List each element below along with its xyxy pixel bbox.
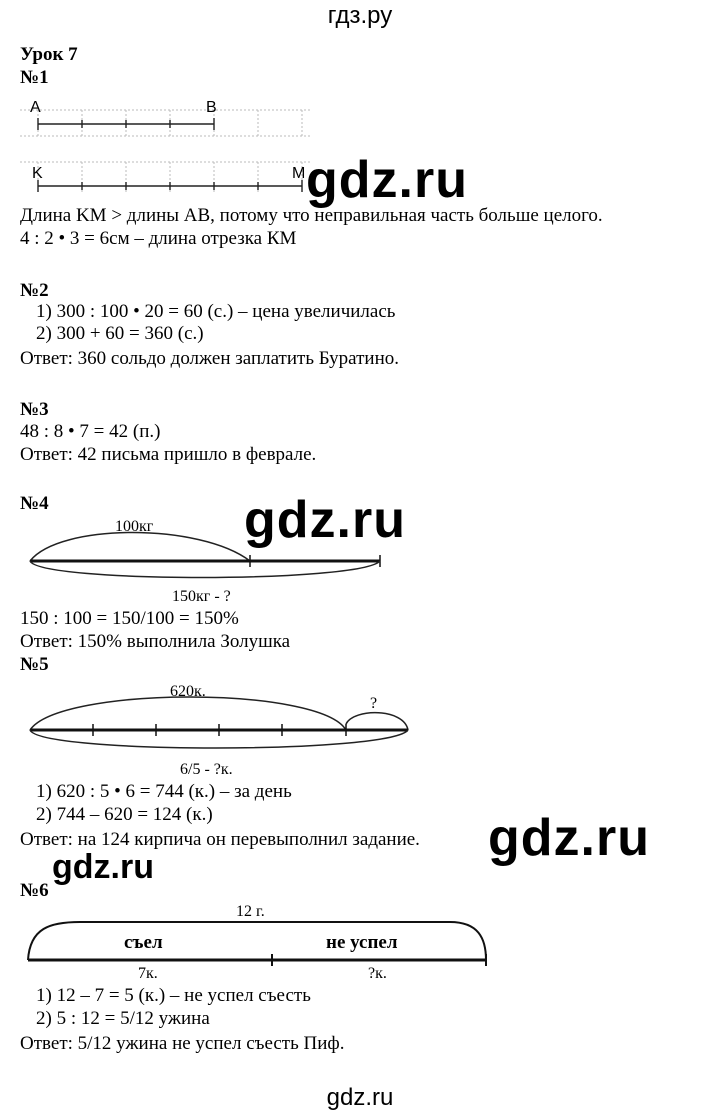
- task6-diagram: [20, 898, 500, 988]
- task6-top-label: 12 г.: [236, 903, 265, 920]
- task5-step1: 1) 620 : 5 • 6 = 744 (к.) – за день: [36, 781, 292, 802]
- task4-line1: 150 : 100 = 150/100 = 150%: [20, 608, 239, 629]
- task6-answer: Ответ: 5/12 ужина не успел съесть Пиф.: [20, 1033, 345, 1054]
- task1-line1: Длина KM > длины AB, потому что неправильная часть больше целого.: [20, 205, 603, 226]
- task5-number: №5: [20, 654, 49, 675]
- label-m: M: [292, 165, 306, 182]
- watermark-1: gdz.ru: [306, 151, 468, 209]
- footer-watermark: gdz.ru: [326, 1084, 394, 1111]
- task4-bottom-label: 150кг - ?: [172, 588, 231, 605]
- lesson-title: Урок 7: [20, 44, 78, 65]
- watermark-4: gdz.ru: [52, 848, 154, 886]
- task5-question-label: ?: [370, 695, 378, 712]
- task3-number: №3: [20, 399, 49, 420]
- watermark-2: gdz.ru: [244, 491, 406, 549]
- task4-number: №4: [20, 493, 49, 514]
- label-a: A: [30, 99, 41, 116]
- task1-line2: 4 : 2 • 3 = 6см – длина отрезка КМ: [20, 228, 297, 249]
- watermark-3: gdz.ru: [488, 809, 650, 867]
- task6-right-inner: не успел: [326, 932, 398, 953]
- task1-grid-diagram: [20, 90, 320, 200]
- task4-answer: Ответ: 150% выполнила Золушка: [20, 631, 291, 652]
- task6-left-bottom: 7к.: [138, 965, 158, 982]
- task5-diagram: [20, 678, 420, 778]
- task5-answer: Ответ: на 124 кирпича он перевыполнил задание.: [20, 829, 420, 850]
- task6-left-inner: съел: [124, 932, 163, 953]
- site-header: гдз.ру: [327, 2, 393, 29]
- task6-right-bottom: ?к.: [368, 965, 387, 982]
- task4-diagram: [20, 515, 390, 605]
- task3-answer: Ответ: 42 письма пришло в феврале.: [20, 444, 317, 465]
- task1-number: №1: [20, 67, 49, 88]
- task2-number: №2: [20, 280, 49, 301]
- task5-step2: 2) 744 – 620 = 124 (к.): [36, 804, 213, 825]
- task2-step2: 2) 300 + 60 = 360 (с.): [36, 323, 204, 344]
- task2-step1: 1) 300 : 100 • 20 = 60 (с.) – цена увеличилась: [36, 301, 396, 322]
- task5-arc-label: 620к.: [170, 683, 206, 700]
- task6-number: №6: [20, 880, 49, 901]
- label-k: K: [32, 165, 43, 182]
- task6-step2: 2) 5 : 12 = 5/12 ужина: [36, 1008, 210, 1029]
- task3-line1: 48 : 8 • 7 = 42 (п.): [20, 421, 161, 442]
- task4-arc-label: 100кг: [115, 518, 154, 535]
- task6-step1: 1) 12 – 7 = 5 (к.) – не успел съесть: [36, 985, 311, 1006]
- task5-bottom-label: 6/5 - ?к.: [180, 761, 233, 778]
- label-b: B: [206, 99, 217, 116]
- task2-answer: Ответ: 360 сольдо должен заплатить Буратино.: [20, 348, 400, 369]
